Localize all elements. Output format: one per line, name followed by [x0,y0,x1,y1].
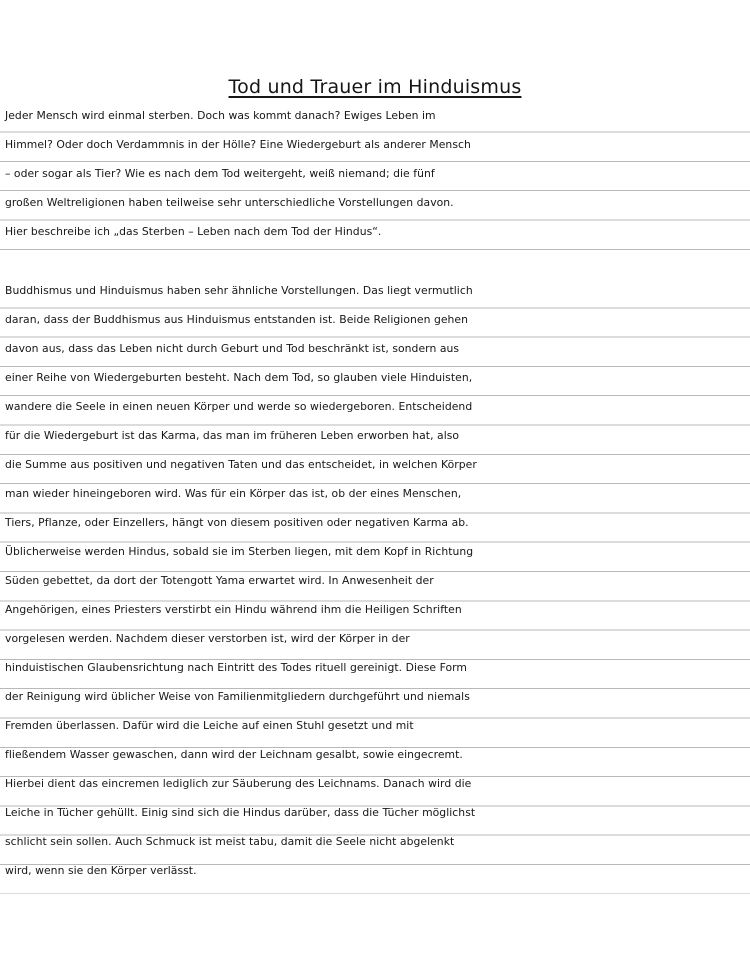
text-line: fließendem Wasser gewaschen, dann wird der Leichnam gesalbt, sowie eingecremt. [5,748,463,761]
document-title-text: Tod und Trauer im Hinduismus [228,75,522,98]
text-line: die Summe aus positiven und negativen Taten und das entscheidet, in welchen Körper [5,458,477,471]
text-line: für die Wiedergeburt ist das Karma, das man im früheren Leben erworben hat, also [5,429,460,442]
text-line: Süden gebettet, da dort der Totengott Yama erwartet wird. In Anwesenheit der [5,574,434,587]
text-line: schlicht sein sollen. Auch Schmuck ist meist tabu, damit die Seele nicht abgelenkt [5,835,455,848]
text-line: man wieder hineingeboren wird. Was für ein Körper das ist, ob der eines Menschen, [5,487,462,500]
document-title [0,75,750,99]
text-line: Hierbei dient das eincremen lediglich zur Säuberung des Leichnams. Danach wird die [5,777,472,790]
text-line: Üblicherweise werden Hindus, sobald sie im Sterben liegen, mit dem Kopf in Richtung [5,545,474,558]
text-line: Tiers, Pflanze, oder Einzellers, hängt von diesem positiven oder negativen Karma ab. [5,516,469,529]
text-line: Leiche in Tücher gehüllt. Einig sind sich die Hindus darüber, dass die Tücher möglichst [5,806,476,819]
text-line: großen Weltreligionen haben teilweise sehr unterschiedliche Vorstellungen davon. [5,196,454,209]
text-line: davon aus, dass das Leben nicht durch Geburt und Tod beschränkt ist, sondern aus [5,342,460,355]
paragraph-intro [0,103,750,251]
text-line: Buddhismus und Hinduismus haben sehr ähnliche Vorstellungen. Das liegt vermutlich [5,284,473,297]
text-line: Fremden überlassen. Dafür wird die Leiche auf einen Stuhl gesetzt und mit [5,719,414,732]
text-line: daran, dass der Buddhismus aus Hinduismus entstanden ist. Beide Religionen gehen [5,313,469,326]
text-line: Jeder Mensch wird einmal sterben. Doch was kommt danach? Ewiges Leben im [5,109,436,122]
paragraph-main [0,279,750,894]
text-line: hinduistischen Glaubensrichtung nach Eintritt des Todes rituell gereinigt. Diese Form [5,661,467,674]
text-line: der Reinigung wird üblicher Weise von Familienmitgliedern durchgeführt und niemals [5,690,470,703]
text-line: Angehörigen, eines Priesters verstirbt ein Hindu während ihm die Heiligen Schriften [5,603,462,616]
text-line: wandere die Seele in einen neuen Körper und werde so wiedergeboren. Entscheidend [5,400,473,413]
text-line: Himmel? Oder doch Verdammnis in der Hölle? Eine Wiedergeburt als anderer Mensch [5,138,471,151]
text-line: einer Reihe von Wiedergeburten besteht. Nach dem Tod, so glauben viele Hinduisten, [5,371,473,384]
text-line: Hier beschreibe ich „das Sterben – Leben nach dem Tod der Hindus“. [5,225,382,238]
text-line: wird, wenn sie den Körper verlässt. [5,864,197,877]
text-line: – oder sogar als Tier? Wie es nach dem Tod weitergeht, weiß niemand; die fünf [5,167,435,180]
text-line: vorgelesen werden. Nachdem dieser verstorben ist, wird der Körper in der [5,632,410,645]
